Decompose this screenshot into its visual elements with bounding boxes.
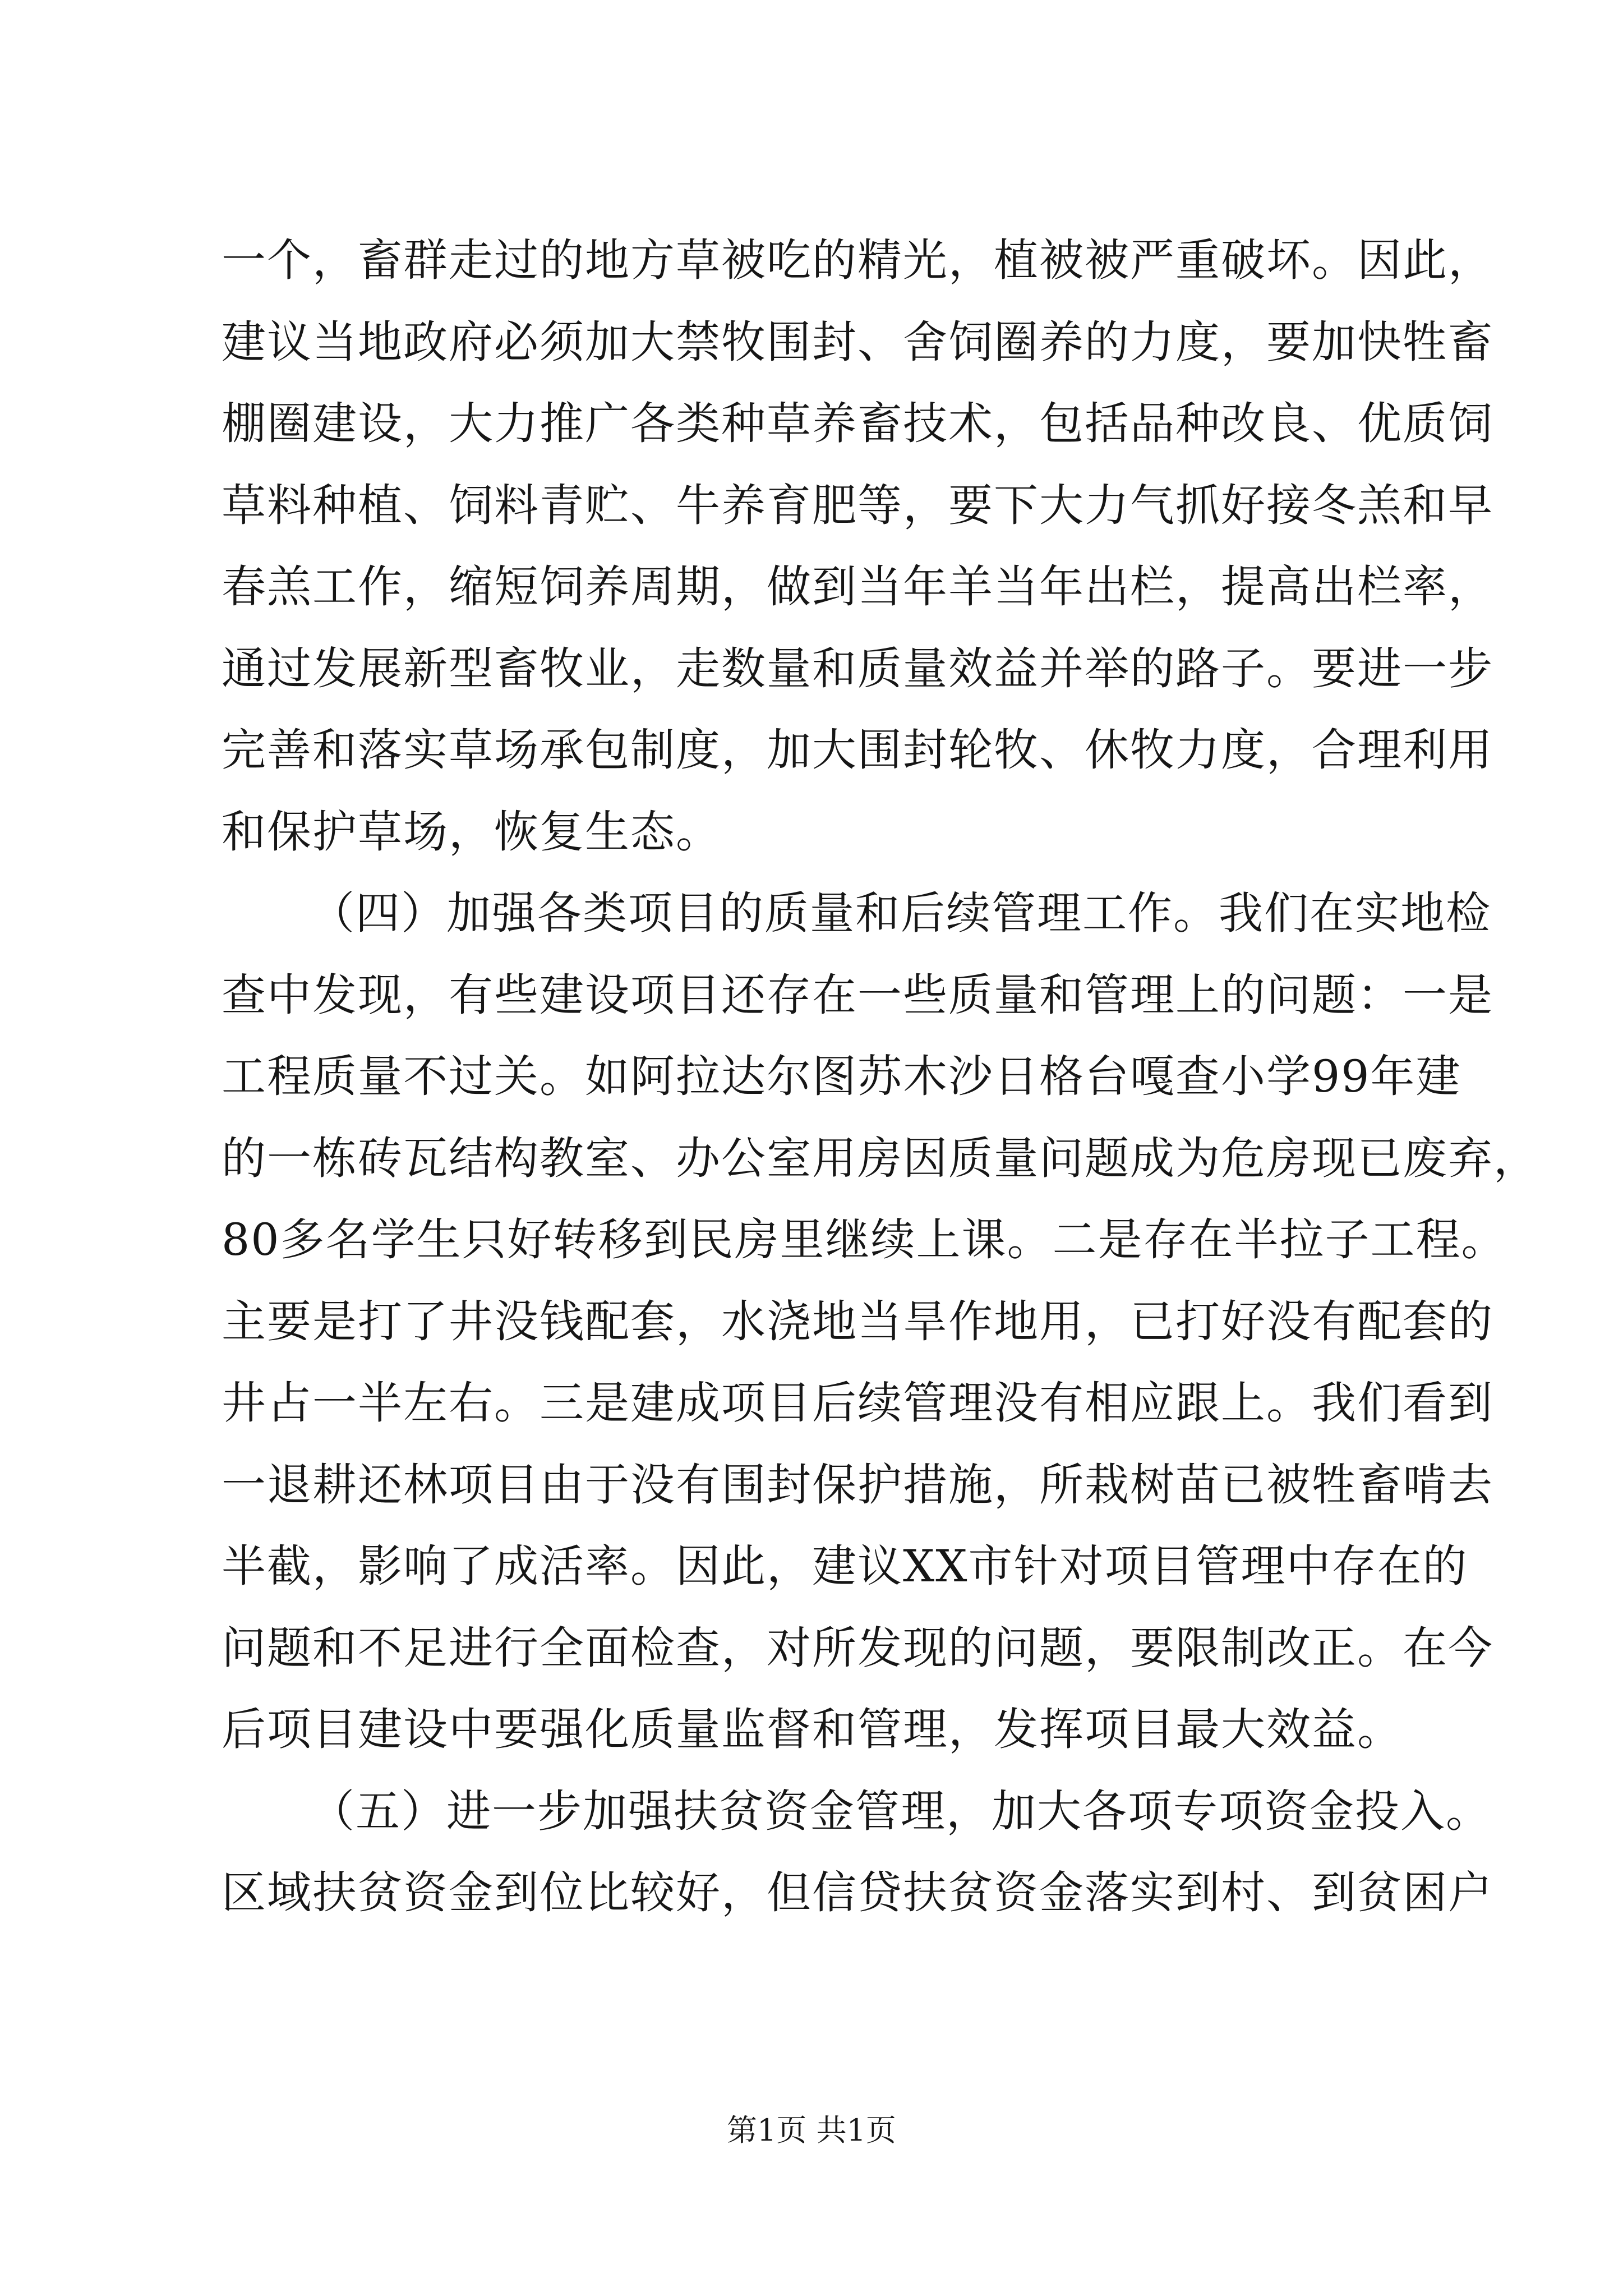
text-line: 主要是打了井没钱配套，水浇地当旱作地用，已打好没有配套的 <box>222 1295 1493 1347</box>
text-line: 查中发现，有些建设项目还存在一些质量和管理上的问题：一是 <box>222 969 1493 1021</box>
paragraph-heading-line: （五）进一步加强扶贫资金管理，加大各项专项资金投入。 <box>310 1785 1491 1837</box>
text-line: 草料种植、饲料青贮、牛养育肥等，要下大力气抓好接冬羔和早 <box>222 479 1493 531</box>
paragraph-heading-line: （四）加强各类项目的质量和后续管理工作。我们在实地检 <box>310 887 1491 939</box>
text-line: 问题和不足进行全面检查，对所发现的问题，要限制改正。在今 <box>222 1622 1493 1674</box>
text-line: 后项目建设中要强化质量监督和管理，发挥项目最大效益。 <box>222 1704 1403 1755</box>
text-line: 通过发展新型畜牧业，走数量和质量效益并举的路子。要进一步 <box>222 642 1493 694</box>
text-line: 工程质量不过关。如阿拉达尔图苏木沙日格台嘎查小学99年建 <box>222 1051 1461 1102</box>
text-line: 80多名学生只好转移到民房里继续上课。二是存在半拉子工程。 <box>222 1214 1507 1266</box>
text-line: 春羔工作，缩短饲养周期，做到当年羊当年出栏，提高出栏率， <box>222 561 1493 613</box>
text-line: 完善和落实草场承包制度，加大围封轮牧、休牧力度，合理利用 <box>222 724 1493 776</box>
text-line: 半截，影响了成活率。因此，建议XX市针对项目管理中存在的 <box>222 1540 1468 1592</box>
page-number-label: 第1页 共1页 <box>727 2113 896 2148</box>
text-line: 和保护草场，恢复生态。 <box>222 806 721 858</box>
text-line: 建议当地政府必须加大禁牧围封、舍饲圈养的力度，要加快牲畜 <box>222 316 1493 368</box>
body-text <box>222 220 1539 1934</box>
text-line: 区域扶贫资金到位比较好，但信贷扶贫资金落实到村、到贫困户 <box>222 1867 1493 1918</box>
text-line: 一个，畜群走过的地方草被吃的精光，植被被严重破坏。因此， <box>222 234 1493 286</box>
page-footer <box>0 2106 1623 2150</box>
text-line: 一退耕还林项目由于没有围封保护措施，所栽树苗已被牲畜啃去 <box>222 1458 1493 1511</box>
text-line: 井占一半左右。三是建成项目后续管理没有相应跟上。我们看到 <box>222 1377 1493 1429</box>
text-line: 的一栋砖瓦结构教室、办公室用房因质量问题成为危房现已废弃， <box>222 1132 1539 1184</box>
text-line: 棚圈建设，大力推广各类种草养畜技术，包括品种改良、优质饲 <box>222 398 1493 449</box>
